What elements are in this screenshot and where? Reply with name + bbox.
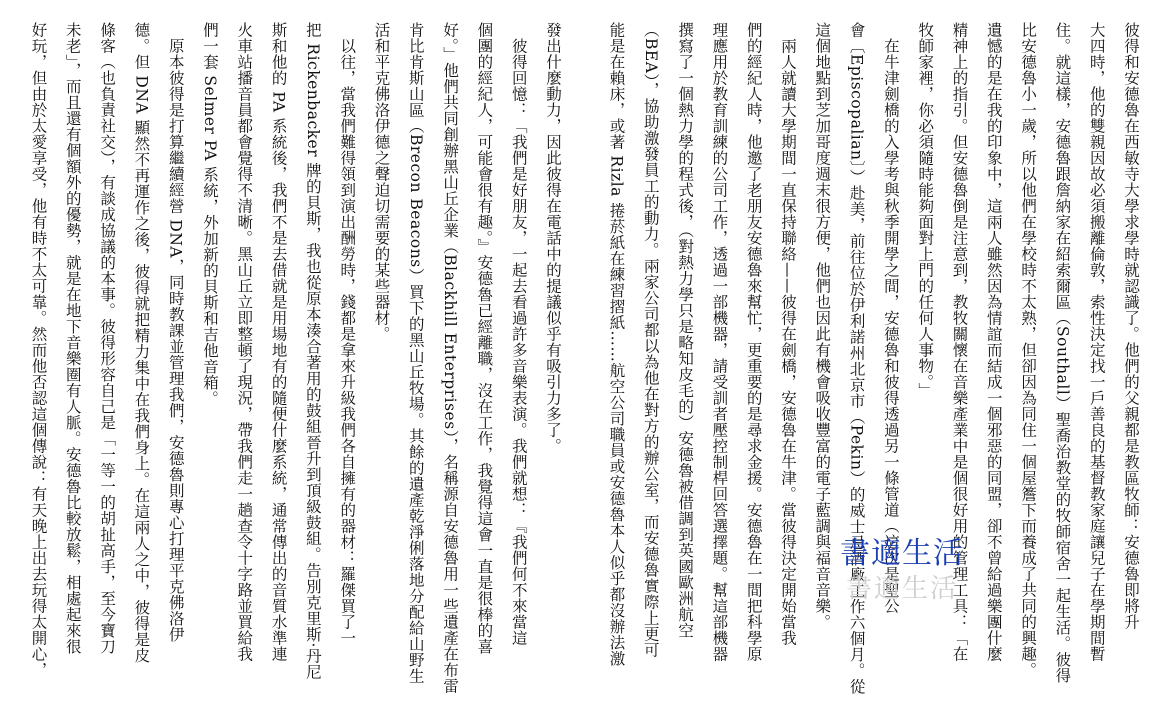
watermark-ghost-text: 書適生活	[846, 574, 959, 604]
right-page-text-column: 這個地點到芝加哥度週末很方便，他們也因此有機會吸收豐富的電子藍調與福音音樂。	[813, 22, 832, 630]
right-page-text-column: 撰寫了一個熱力學的程式後，（對熱力學只是略知皮毛的）安德魯被借調到英國歐洲航空	[676, 22, 695, 639]
right-page-text-column: 遺憾的是在我的印象中，這兩人雖然因為情誼而結成一個邪惡的同盟，卻不曾給過樂團什麼	[984, 22, 1003, 662]
right-page-text-column: 能是在賴床，或著 Rizla 捲菸紙在練習摺紙……航空公司職員或安德魯本人似乎都沒辦法激	[607, 22, 626, 667]
right-page-text-column: 比安德魯小一歲，所以他們在學校時不太熟，但卻因為同住一個屋簷下而養成了共同的興趣。	[1019, 22, 1038, 678]
watermark-text: 書適生活	[840, 536, 964, 571]
left-page-text-column: 原本彼得是打算繼續經營 DNA，同時教課並管理我們，安德魯則專心打理平克佛洛伊	[166, 22, 185, 643]
left-page-text-column: 個團的經紀人，可能會很有趣。』安德魯已經離職，沒在工作，我覺得這會一直是很棒的喜	[475, 22, 494, 655]
left-page-text-column: 未老」，而且還有個額外的優勢，就是在地下音樂圈有人脈。安德魯比較放鬆，相處起來很	[63, 22, 82, 655]
right-page-text-column: 大四時，他的雙親因故必須搬離倫敦，索性決定找一戶善良的基督教家庭讓兒子在學期間暫	[1087, 22, 1106, 662]
left-page-text-column: 彼得回憶：「我們是好朋友，一起去看過許多音樂表演。我們就想：『我們何不來當這	[509, 22, 528, 646]
left-page-text-column: 發出什麼動力，因此彼得在電話中的提議似乎有吸引力多了。	[544, 22, 562, 454]
left-page-text-column: 好玩，但由於太愛享受，他有時不太可靠。然而他否認這個傳說：有天晚上出去玩得太開心，	[29, 22, 48, 678]
left-page-text-column: 德。但 DNA 顯然不再運作之後，彼得就把精力集中在我們身上。在這兩人之中，彼得是皮	[132, 22, 151, 664]
right-page-text-column: 兩人就讀大學期間一直保持聯絡——彼得在劍橋，安德魯在牛津。當彼得決定開始當我	[779, 22, 797, 646]
left-page-text-column: 肯比肯斯山區（Brecon Beacons）買下的黑山丘牧場。其餘的遺產乾淨俐落地分配給山野生	[406, 22, 425, 684]
left-page-text-column: 火車站播音員都會覺得不清晰。黑山丘立即整頓了現況，帶我們走一趟查令十字路並買給我	[235, 22, 254, 662]
left-page-text-column: 活和平克佛洛伊德之聲迫切需要的某些器材。	[372, 22, 391, 342]
right-page-text-column: 在牛津劍橋的入學考與秋季開學之間，安德魯和彼得透過另一條管道（這次是聖公	[881, 22, 900, 614]
right-page-text-column: 彼得和安德魯在西敏寺大學求學時就認識了。他們的父親都是教區牧師：安德魯即將升	[1122, 22, 1140, 630]
right-page-text-column: 理應用於教育訓練的公司工作，透過一部機器，請受訓者壓控制桿回答選擇題。幫這部機器	[710, 22, 729, 662]
right-page-text-column: 住。就這樣，安德魯跟詹納家在紹索爾區（Southall）聖喬治教堂的牧師宿舍一起生活。彼得	[1053, 22, 1072, 684]
left-page-text-column: 條客（也負責社交），有談成協議的本事。彼得形容自己是「一等一的胡扯高手，至今寶刀	[98, 22, 117, 655]
left-page	[0, 0, 575, 711]
left-page-text-column: 以往，當我們難得領到演出酬勞時，錢都是拿來升級我們各自擁有的器材：羅傑買了一	[338, 22, 357, 646]
left-page-text-column: 好。」他們共同創辦黑山丘企業（Blackhill Enterprises），名稱源自安德魯用一些遺產在布雷	[441, 22, 460, 694]
right-page-text-column: （BEA），協助激發員工的動力。兩家公司都以為他在對方的辦公室，而安德魯實際上更可	[641, 22, 660, 658]
right-page-text-column: 牧師家裡，你必須隨時能夠面對上門的任何人事物。」	[916, 22, 935, 399]
left-page-text-column: 把 Rickenbacker 牌的貝斯，我也從原本湊合著用的鼓組晉升到頂級鼓組。告別克里斯·丹尼	[303, 22, 322, 680]
left-page-text-column: 們一套 Selmer PA 系統，外加新的貝斯和吉他音箱。	[201, 22, 219, 407]
right-page-text-column: 們的經紀人時，他邀了老朋友安德魯來幫忙，更重要的是尋求金援。安德魯在一間把科學原	[744, 22, 763, 662]
right-page-text-column: 精神上的指引。但安德魯倒是注意到，教牧關懷在音樂產業中是個很好用的管理工具：「在	[950, 22, 969, 662]
watermark	[840, 528, 964, 605]
right-page-text-column: 會〔Episcopalian〕）赴美，前往位於伊利諾州北京市（Pekin）的威士忌酒廠工作六個月。從	[847, 22, 866, 695]
left-page-text-column: 斯和他的 PA 系統後，我們不是去借就是用場地有的隨便什麼系統，通常傳出的音質水準連	[269, 22, 288, 663]
